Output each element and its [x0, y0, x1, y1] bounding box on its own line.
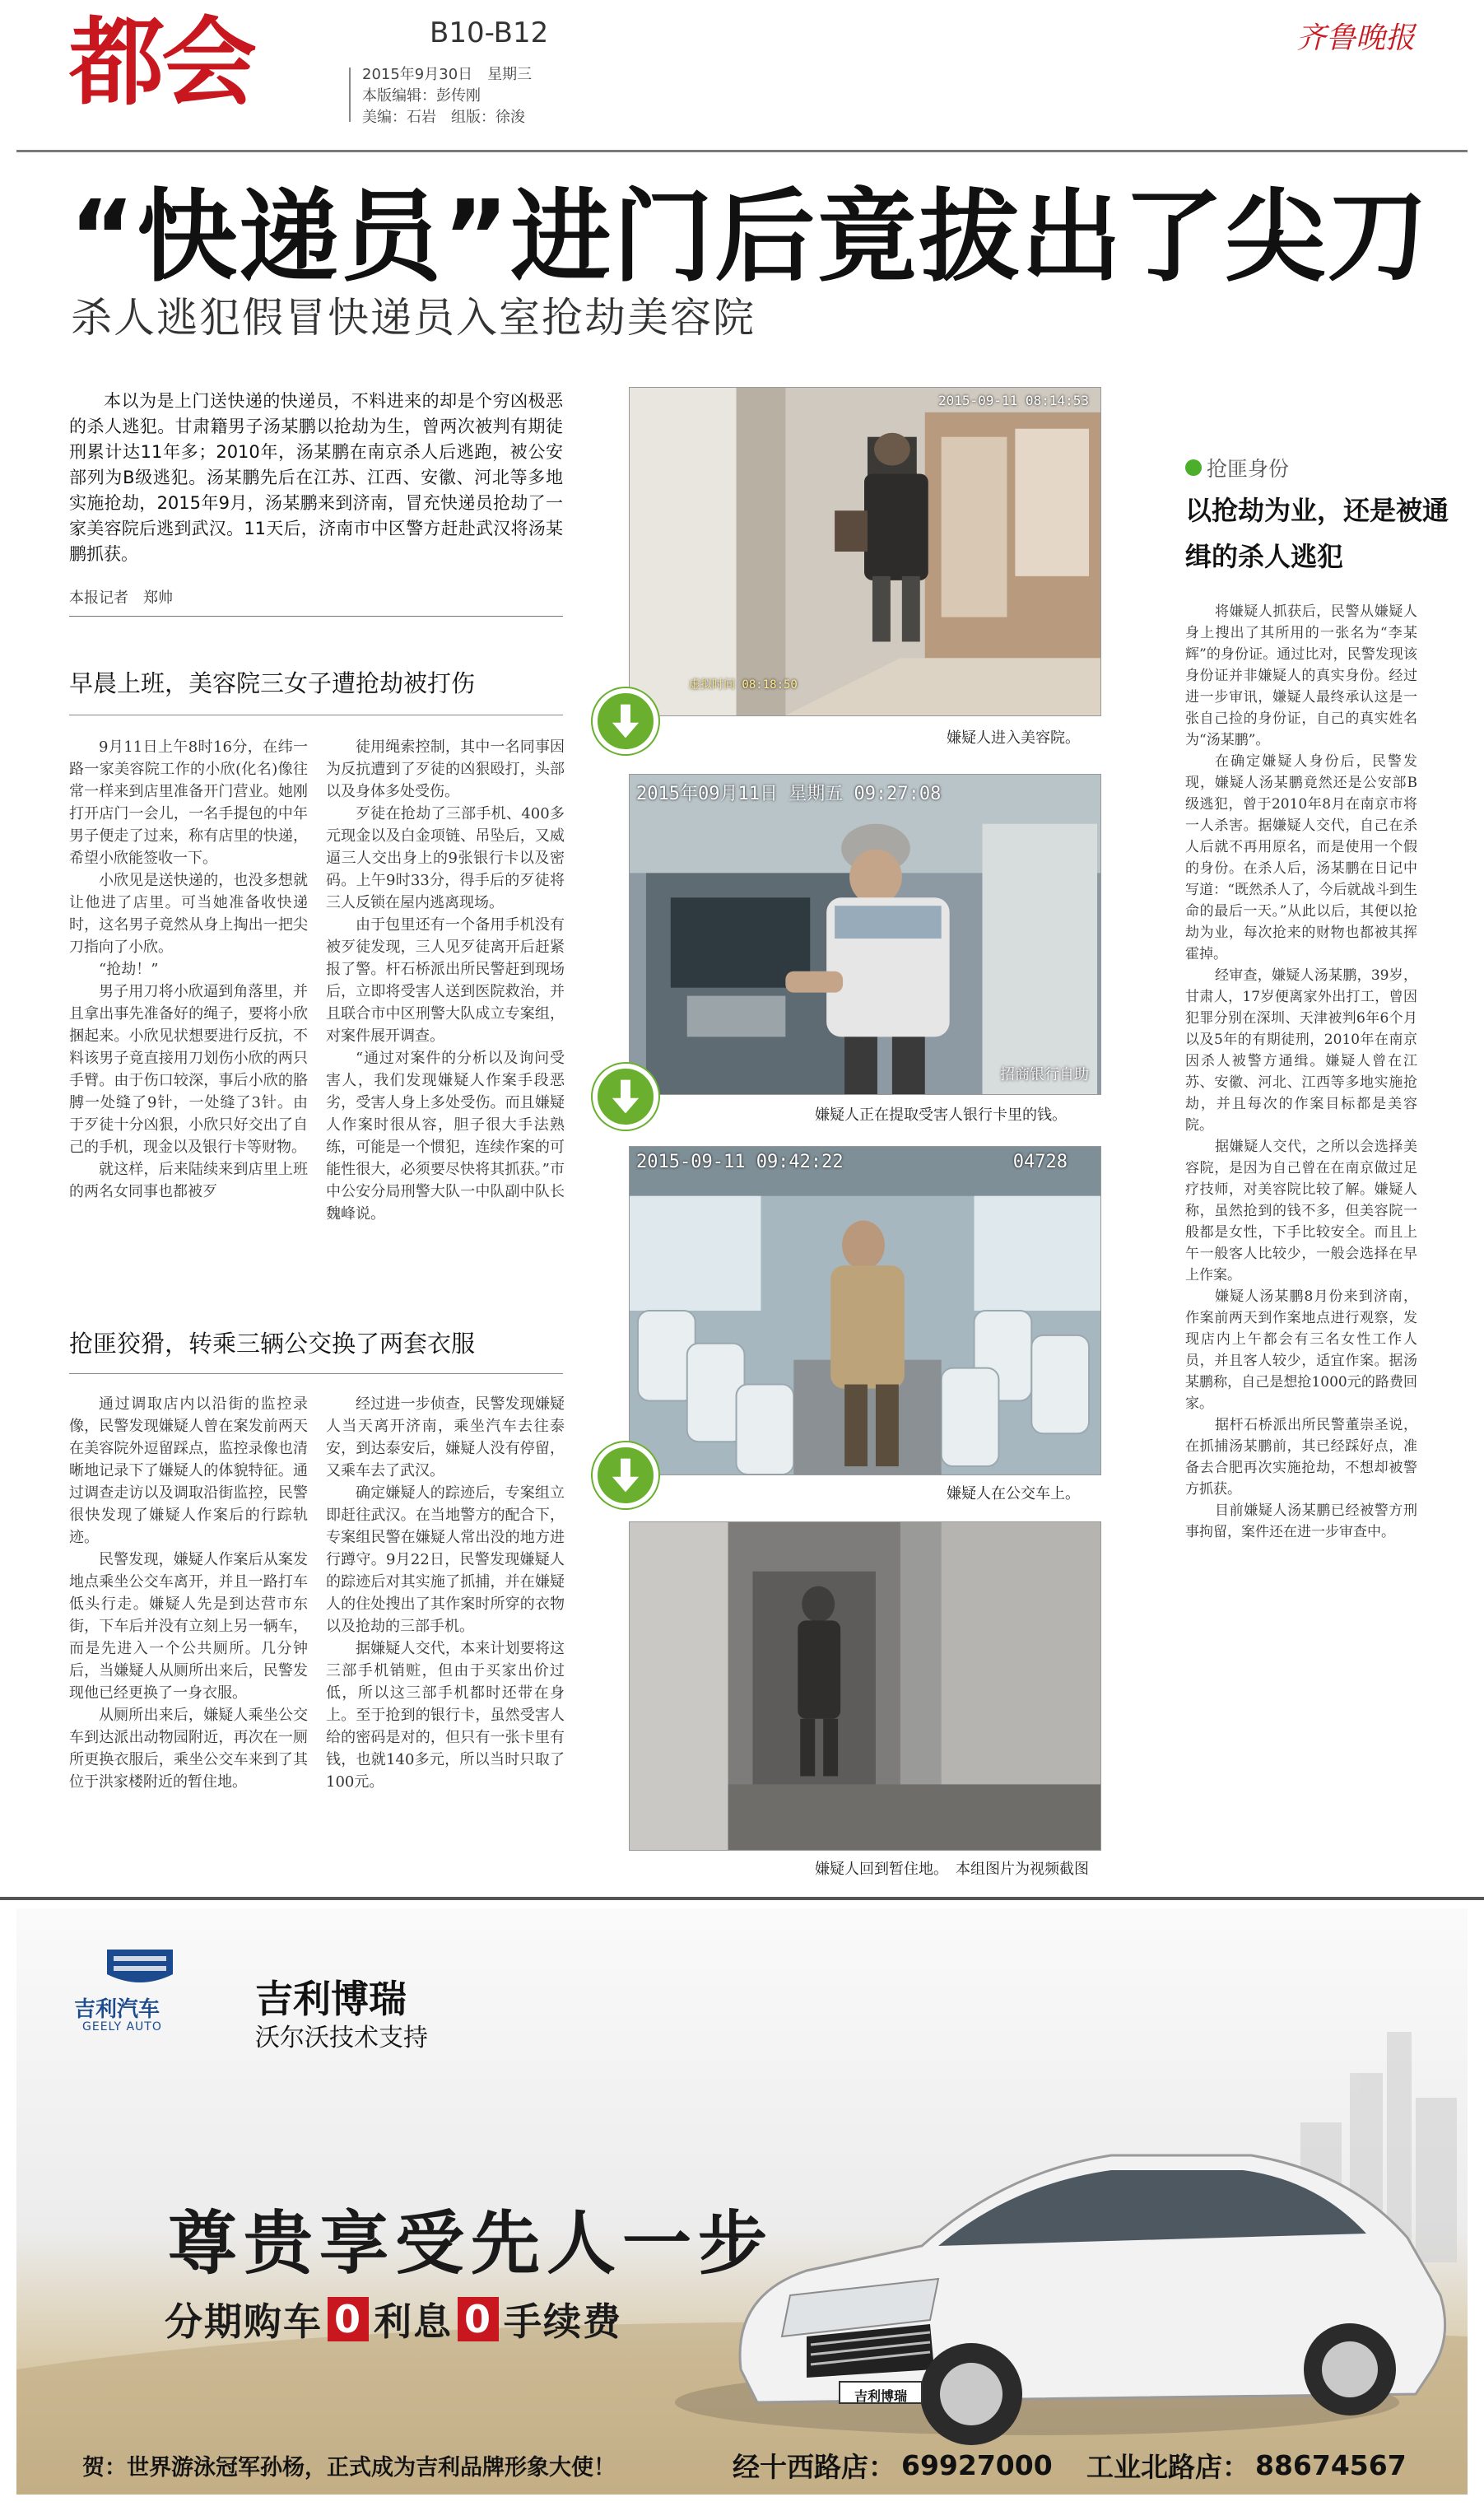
store2-phone: 88674567: [1255, 2448, 1407, 2481]
editor-line: 本版编辑：彭传刚: [362, 87, 481, 105]
down-arrow-glyph: [598, 1447, 654, 1503]
down-arrow-glyph: [598, 1069, 654, 1125]
ad-footer: [16, 2435, 1468, 2495]
store2-name: 工业北路店：: [1086, 2450, 1249, 2483]
ad-brand-name: 吉利汽车: [74, 1997, 160, 2022]
paragraph: 将嫌疑人抓获后，民警从嫌疑人身上搜出了其所用的一张名为“李某辉”的身份证。通过比对，民警发现该身份证并非嫌疑人的真实身份。经过进一步审讯，嫌疑人最终承认这是一张自己捡的身份证，自己的真实姓名为“汤某鹏”。: [1185, 603, 1417, 748]
byline: 本报记者 郑帅: [69, 589, 173, 607]
sidebar-tag: 抢匪身份: [1207, 457, 1290, 481]
offer-zero-badge: 0: [328, 2297, 369, 2341]
section2-heading: 抢匪狡猾，转乘三辆公交换了两套衣服: [69, 1330, 476, 1358]
offer-text: 手续费: [504, 2299, 623, 2344]
salon-scene: [630, 388, 1100, 715]
paragraph: 据杆石桥派出所民警董崇圣说，在抓捕汤某鹏前，其已经踩好点，准备去合肥再次实施抢劫，不想却被警方抓获。: [1185, 1417, 1417, 1498]
headline: “快递员”进门后竟拔出了尖刀: [69, 179, 1430, 296]
paragraph: 经审查，嫌疑人汤某鹏，39岁，甘肃人，17岁便离家外出打工，曾因犯罪分别在深圳、天津被判6年6个月以及5年的有期徒刑，2010年在南京因杀人被警方通缉。嫌疑人曾在江苏、安徽、河北、江西等多地实施抢劫，并且每次的作案目标都是美容院。: [1185, 967, 1417, 1134]
tag-dot-icon: [1185, 459, 1202, 476]
date-line: 2015年9月30日 星期三: [362, 66, 533, 83]
atm-scene: [630, 775, 1100, 1094]
section-title: 都会: [69, 7, 254, 119]
ad-slogan: 尊贵享受先人一步: [168, 2203, 775, 2284]
ad-offer: [165, 2292, 622, 2346]
photo-caption: 嫌疑人进入美容院。: [947, 729, 1080, 747]
ad-brand-english: GEELY AUTO: [82, 2020, 162, 2033]
license-plate: 吉利博瑞: [854, 2388, 907, 2404]
paragraph: 男子用刀将小欣逼到角落里，并且拿出事先准备好的绳子，要将小欣捆起来。小欣见状想要进行反抗，不料该男子竟直接用刀划伤小欣的两只手臂。由于伤口较深，事后小欣的胳膊一处缝了9针，一处缝了3针。由于歹徒十分凶狠，小欣只好交出了自己的手机，现金以及银行卡等财物。: [69, 983, 308, 1156]
cctv-photo-residence: [629, 1521, 1101, 1851]
section1-column-2: [326, 736, 565, 1225]
design-line: 美编：石岩 组版：徐浚: [362, 109, 525, 126]
paragraph: 经过进一步侦查，民警发现嫌疑人当天离开济南，乘坐汽车去往泰安，到达泰安后，嫌疑人没有停留，又乘车去了武汉。: [326, 1395, 565, 1479]
section2-column-2: [326, 1393, 565, 1793]
offer-text: 利息: [374, 2299, 454, 2344]
paragraph: 从厕所出来后，嫌疑人乘坐公交车到达派出动物园附近，再次在一厕所更换衣服后，乘坐公交车来到了其位于洪家楼附近的暂住地。: [69, 1707, 308, 1791]
photo-caption: 嫌疑人正在提取受害人银行卡里的钱。: [815, 1106, 1067, 1124]
paragraph: 民警发现，嫌疑人作案后从案发地点乘坐公交车离开，并且一路打车低头行走。嫌疑人先是到达营市东街，下车后并没有立刻上另一辆车，而是先进入一个公共厕所。几分钟后，当嫌疑人从厕所出来后，民警发现他已经更换了一身衣服。: [69, 1551, 308, 1702]
masthead-divider: [349, 68, 351, 122]
section1-column-1: [69, 736, 308, 1203]
down-arrow-icon: [593, 1064, 658, 1130]
paragraph: 徒用绳索控制，其中一名同事因为反抗遭到了歹徒的凶狠殴打，头部以及身体多处受伤。: [326, 738, 565, 800]
byline-rule: [69, 616, 563, 617]
bus-scene: [630, 1147, 1100, 1474]
photo-caption: 嫌疑人回到暂住地。 本组图片为视频截图: [815, 1861, 1089, 1878]
section1-heading: 早晨上班，美容院三女子遭抢劫被打伤: [69, 669, 476, 697]
paragraph: 据嫌疑人交代，本来计划要将这三部手机销赃，但由于买家出价过低，所以这三部手机都时还带在身上。至于抢到的银行卡，虽然受害人给的密码是对的，但只有一张卡里有钱，也就140多元，所以当时只取了100元。: [326, 1640, 565, 1791]
store1-phone: 69927000: [901, 2448, 1053, 2481]
ad-congrats: 贺：世界游泳冠军孙杨，正式成为吉利品牌形象大使！: [82, 2454, 616, 2481]
cctv-photo-atm: [629, 774, 1101, 1095]
paragraph: “抢劫！”: [99, 961, 159, 978]
cctv-photo-bus: [629, 1146, 1101, 1475]
paragraph: 歹徒在抢劫了三部手机、400多元现金以及白金项链、吊坠后，又威逼三人交出身上的9张银行卡以及密码。上午9时33分，得手后的歹徒将三人反锁在屋内逃离现场。: [326, 805, 565, 911]
photo-overlay-text: 招商银行自助: [1000, 1066, 1089, 1083]
down-arrow-glyph: [598, 693, 654, 749]
photo-caption: 嫌疑人在公交车上。: [947, 1485, 1080, 1502]
paragraph: 通过调取店内以沿街的监控录像，民警发现嫌疑人曾在案发前两天在美容院外逗留踩点，监控录像也清晰地记录下了嫌疑人的体貌特征。通过调查走访以及调取沿街监控，民警很快发现了嫌疑人作案后的行踪轨迹。: [69, 1395, 308, 1546]
photo-timestamp: 2015年09月11日 星期五 09:27:08: [636, 784, 942, 804]
paragraph: 目前嫌疑人汤某鹏已经被警方刑事拘留，案件还在进一步审查中。: [1185, 1502, 1417, 1540]
paragraph: 据嫌疑人交代，之所以会选择美容院，是因为自己曾在在南京做过足疗技师，对美容院比较了解。嫌疑人称，虽然抢到的钱不多，但美容院一般都是女性，下手比较安全。而且上午一般客人比较少，一般会选择在早上作案。: [1185, 1139, 1417, 1283]
down-arrow-icon: [593, 1442, 658, 1508]
residence-scene: [630, 1522, 1100, 1850]
section2-rule: [69, 1373, 563, 1374]
offer-text: 分期购车: [165, 2299, 323, 2344]
car-advertisement: [16, 1908, 1468, 2495]
photo-overlay-text: 04728: [1012, 1152, 1068, 1172]
paragraph: 由于包里还有一个备用手机没有被歹徒发现，三人见歹徒离开后赶紧报了警。杆石桥派出所民警赶到现场后，立即将受害人送到医院救治，并且联合市中区刑警大队成立专案组，对案件展开调查。: [326, 916, 565, 1045]
masthead-rule: [16, 150, 1468, 152]
offer-zero-badge: 0: [458, 2297, 499, 2341]
paragraph: 在确定嫌疑人身份后，民警发现，嫌疑人汤某鹏竟然还是公安部B级逃犯，曾于2010年8月在南京市将一人杀害。据嫌疑人交代，自己在杀人后就不再用原名，而是使用一个假的身份。在杀人后，汤某鹏在日记中写道：“既然杀人了，今后就战斗到生命的最后一天。”从此以后，其便以抢劫为业，每次抢来的财物也都被其挥霍掉。: [1185, 753, 1417, 962]
paragraph: 嫌疑人汤某鹏8月份来到济南，作案前两天到作案地点进行观察，发现店内上午都会有三名女性工作人员，并且客人较少，适宜作案。据汤某鹏称，自己是想抢1000元的路费回家。: [1185, 1288, 1417, 1412]
car-illustration: [675, 2155, 1445, 2445]
ad-top-rule: [0, 1897, 1484, 1900]
masthead-meta: [362, 64, 532, 128]
section2-column-1: [69, 1393, 308, 1793]
down-arrow-icon: [593, 688, 658, 754]
paragraph: 9月11日上午8时16分，在纬一路一家美容院工作的小欣(化名)像往常一样来到店里准备开门营业。她刚打开店门一会儿，一名手提包的中年男子便走了过来，称有店里的快递，希望小欣能签收一下。: [69, 738, 308, 867]
sidebar-headline: 以抢劫为业，还是被通缉的杀人逃犯: [1185, 495, 1449, 572]
photo-overlay-text: 虚拟时间 08:18:50: [689, 678, 798, 692]
geely-logo-icon: [107, 1950, 173, 1982]
paragraph: 确定嫌疑人的踪迹后，专案组立即赶往武汉。在当地警方的配合下，专案组民警在嫌疑人常出没的地方进行蹲守。9月22日，民警发现嫌疑人的踪迹后对其实施了抓捕，并在嫌疑人的住处搜出了其作案时所穿的衣物以及抢劫的三部手机。: [326, 1484, 565, 1635]
subheadline: 杀人逃犯假冒快递员入室抢劫美容院: [71, 294, 756, 342]
cctv-photo-salon: [629, 387, 1101, 716]
photo-timestamp: 2015-09-11 09:42:22: [636, 1152, 844, 1172]
paragraph: “通过对案件的分析以及询问受害人，我们发现嫌疑人作案手段恶劣，受害人身上多处受伤。而且嫌疑人作案时很从容，胆子很大手法熟练，可能是一个惯犯，连续作案的可能性很大，必须要尽快将其抓获。”市中公安分局刑警大队一中队副中队长魏峰说。: [326, 1050, 565, 1223]
page-range: B10-B12: [430, 16, 549, 49]
ad-model-name: 吉利博瑞: [255, 1977, 407, 2021]
sidebar-column: [1185, 601, 1417, 1543]
paragraph: 小欣见是送快递的，也没多想就让他进了店里。可当她准备收快递时，这名男子竟然从身上掏出一把尖刀指向了小欣。: [69, 872, 308, 956]
lead-paragraph: 本以为是上门送快递的快递员，不料进来的却是个穷凶极恶的杀人逃犯。甘肃籍男子汤某鹏以抢劫为生，曾两次被判有期徒刑累计达11年多；2010年，汤某鹏在南京杀人后逃跑，被公安部列为B级逃犯。汤某鹏先后在江苏、江西、安徽、河北等多地实施抢劫，2015年9月，汤某鹏来到济南，冒充快递员抢劫了一家美容院后逃到武汉。11天后，济南市中区警方赶赴武汉将汤某鹏抓获。: [69, 391, 563, 564]
paragraph: 就这样，后来陆续来到店里上班的两名女同事也都被歹: [69, 1161, 308, 1200]
paper-logo: 齐鲁晚报: [1296, 21, 1415, 55]
store1-name: 经十西路店：: [733, 2450, 896, 2483]
ad-tech-support: 沃尔沃技术支持: [255, 2024, 428, 2052]
photo-timestamp: 2015-09-11 08:14:53: [937, 393, 1089, 408]
